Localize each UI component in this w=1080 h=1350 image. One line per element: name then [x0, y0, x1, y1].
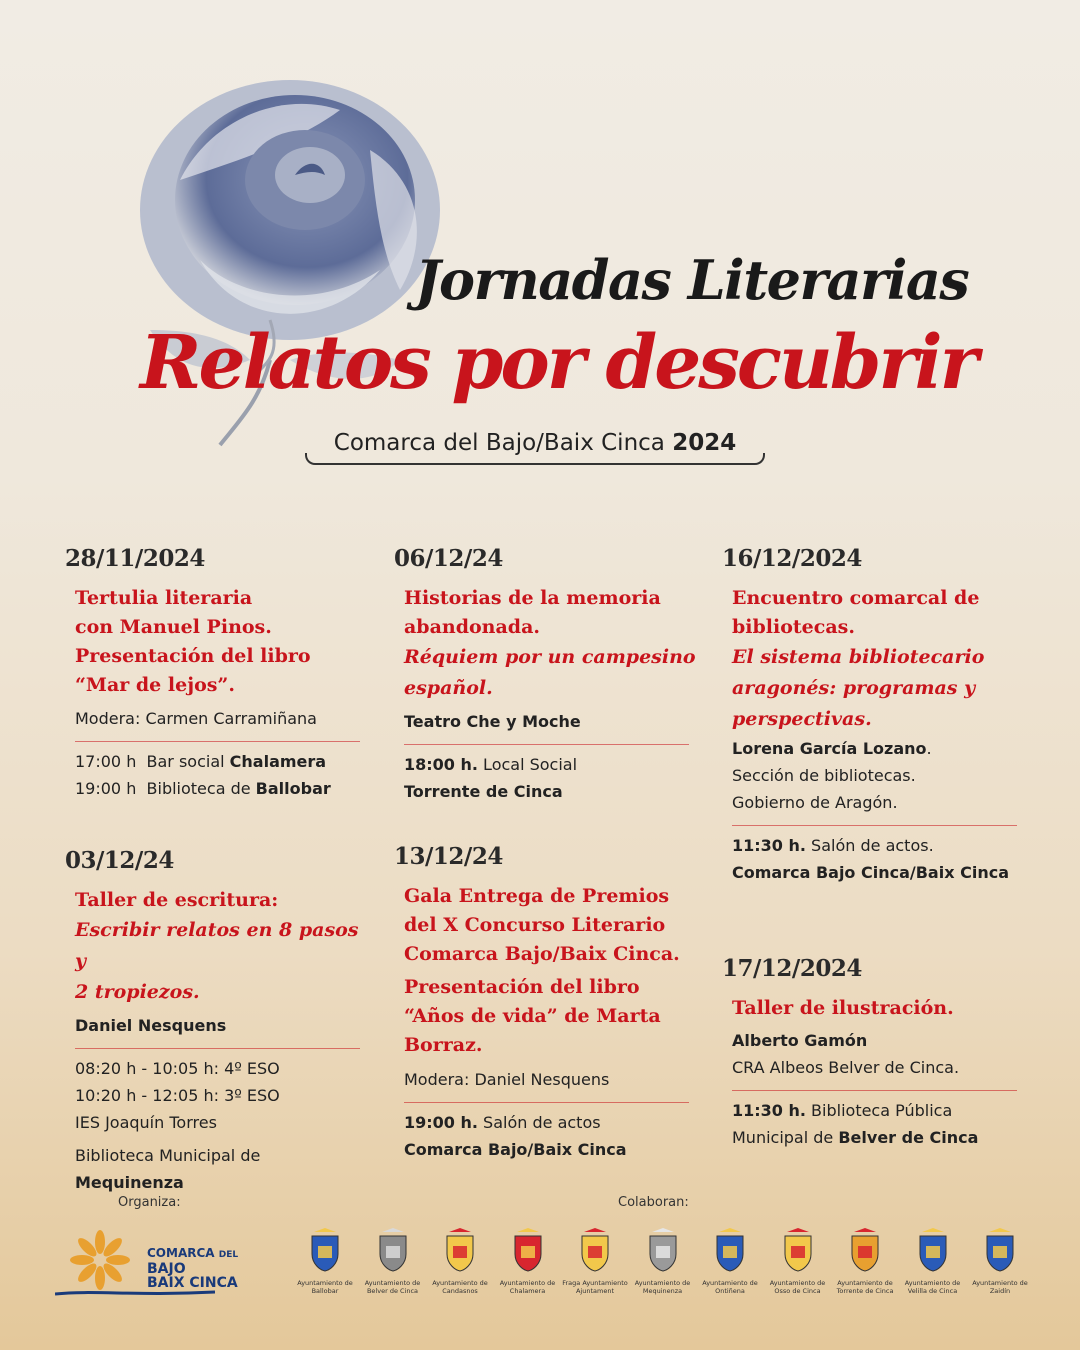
event-title: [732, 584, 1032, 642]
place: Bar social: [146, 752, 230, 771]
event-date: 03/12/24: [65, 847, 174, 874]
event-date: 06/12/24: [394, 545, 503, 572]
event-title-line: Encuentro comarcal de: [732, 587, 980, 609]
collaborator-name: Ayuntamiento de Ontiñena: [702, 1279, 758, 1295]
schedule-line: Comarca Bajo/Baix Cinca: [404, 1140, 627, 1159]
speaker-dot: .: [926, 739, 932, 758]
crest-icon: [376, 1228, 410, 1272]
event-title-line: del X Concurso Literario: [404, 914, 666, 936]
event-date: 28/11/2024: [65, 545, 205, 572]
schedule-line: [404, 751, 704, 778]
collaborator-item: [560, 1228, 630, 1295]
collaborator-item: [358, 1228, 428, 1295]
event-date: 13/12/24: [394, 843, 503, 870]
event-date: 17/12/2024: [722, 955, 862, 982]
collaborator-name: Ayuntamiento de Ballobar: [297, 1279, 353, 1295]
subtitle-year: 2024: [672, 430, 737, 456]
time: 19:00 h.: [404, 1113, 478, 1132]
event-title: Taller de ilustración.: [732, 997, 954, 1019]
event-title-line: Gala Entrega de Premios: [404, 885, 670, 907]
event-moderator: Modera: Daniel Nesquens: [404, 1070, 610, 1089]
comarca-logo: [55, 1228, 255, 1308]
comarca-flower-icon: [55, 1228, 145, 1298]
comarca-logo-text: [147, 1246, 238, 1290]
place-bold: Ballobar: [255, 779, 331, 798]
logo-word: COMARCA: [147, 1246, 215, 1260]
event-speaker: Alberto Gamón: [732, 1031, 868, 1050]
place: Salón de actos: [477, 1113, 601, 1132]
event-title-line: abandonada.: [404, 616, 541, 638]
subtitle-bracket: [305, 453, 765, 465]
event-28-11: [65, 545, 375, 802]
time: 17:00 h: [75, 752, 137, 771]
divider: [75, 1048, 360, 1049]
event-moderator: Modera: Carmen Carramiñana: [75, 709, 317, 728]
logo-word: BAIX: [147, 1275, 185, 1291]
divider: [404, 1102, 689, 1103]
collaborator-item: [898, 1228, 968, 1295]
schedule-line: [75, 748, 375, 775]
crest-icon: [848, 1228, 882, 1272]
event-speaker: Teatro Che y Moche: [404, 712, 581, 731]
event-speaker: Daniel Nesquens: [75, 1016, 227, 1035]
collaborator-name: Ayuntamiento de Chalamera: [499, 1279, 556, 1295]
collaborator-name: Ayuntamiento de Osso de Cinca: [769, 1279, 826, 1295]
event-title: [404, 584, 704, 642]
collaborator-item: [628, 1228, 698, 1295]
subtitle: [305, 425, 765, 465]
schedule-line: 08:20 h - 10:05 h: 4º ESO: [75, 1059, 280, 1078]
collaborator-item: [763, 1228, 833, 1295]
schedule-line: [732, 832, 1032, 859]
event-speaker: [732, 735, 1032, 762]
event-title: [75, 584, 375, 700]
schedule-line: [75, 775, 375, 802]
event-subtitle-line: aragonés: programas y: [732, 677, 976, 699]
divider: [404, 744, 689, 745]
collaborator-item: [695, 1228, 765, 1295]
event-title-line: con Manuel Pinos.: [75, 616, 272, 638]
event-title-line: Comarca Bajo/Baix Cinca.: [404, 943, 680, 965]
divider: [75, 741, 360, 742]
logo-word: BAJO: [147, 1261, 186, 1277]
event-title-line: Tertulia literaria: [75, 587, 253, 609]
event-title-line: Presentación del libro: [75, 645, 311, 667]
collaborator-item: [290, 1228, 360, 1295]
event-subtitle-line: El sistema bibliotecario: [732, 646, 985, 668]
event-17-12: [722, 955, 1032, 1151]
schedule-line: Torrente de Cinca: [404, 782, 563, 801]
collaborator-name: Ayuntamiento de Velilla de Cinca: [904, 1279, 961, 1295]
colaboran-label: Colaboran:: [618, 1195, 689, 1210]
event-title-line: Presentación del libro: [404, 976, 640, 998]
speaker-info: CRA Albeos Belver de Cinca.: [732, 1058, 960, 1077]
organiza-label: Organiza:: [118, 1195, 181, 1210]
event-subtitle: [75, 915, 375, 1008]
event-subtitle: [404, 642, 704, 704]
event-subtitle-line: 2 tropiezos.: [75, 981, 200, 1003]
schedule-line: Comarca Bajo Cinca/Baix Cinca: [732, 863, 1009, 882]
event-title-line: Borraz.: [404, 1034, 483, 1056]
time: 11:30 h.: [732, 1101, 806, 1120]
speaker-info: Sección de bibliotecas.: [732, 766, 916, 785]
place-bold: Chalamera: [229, 752, 327, 771]
event-subtitle: [732, 642, 1032, 735]
collaborator-name: Ayuntamiento de Belver de Cinca: [364, 1279, 421, 1295]
event-title-line: bibliotecas.: [732, 616, 855, 638]
event-title: Taller de escritura:: [75, 889, 279, 911]
schedule-line: [404, 1109, 704, 1136]
logo-word: CINCA: [189, 1275, 238, 1291]
title-line1: Jornadas Literarias: [415, 248, 969, 312]
event-03-12: [65, 847, 375, 1196]
crest-icon: [443, 1228, 477, 1272]
event-title-2: [404, 973, 704, 1060]
place: Local Social: [477, 755, 578, 774]
event-title-line: Historias de la memoria: [404, 587, 661, 609]
event-title: [404, 882, 704, 969]
speaker-info: Gobierno de Aragón.: [732, 793, 898, 812]
collaborator-name: Ayuntamiento de Mequinenza: [634, 1279, 691, 1295]
event-date: 16/12/2024: [722, 545, 862, 572]
divider: [732, 1090, 1017, 1091]
event-13-12: [394, 843, 704, 1163]
crest-icon: [511, 1228, 545, 1272]
time: 19:00 h: [75, 779, 137, 798]
crest-icon: [983, 1228, 1017, 1272]
place: Biblioteca Pública: [805, 1101, 953, 1120]
crest-icon: [916, 1228, 950, 1272]
crest-icon: [646, 1228, 680, 1272]
collaborator-name: Ayuntamiento de Torrente de Cinca: [836, 1279, 894, 1295]
event-title-line: “Años de vida” de Marta: [404, 1005, 661, 1027]
divider: [732, 825, 1017, 826]
collaborator-name: Fraga Ayuntamiento Ajuntament: [562, 1279, 628, 1295]
event-16-12: [722, 545, 1032, 886]
place: Salón de actos.: [805, 836, 934, 855]
event-subtitle-line: perspectivas.: [732, 708, 872, 730]
collaborator-item: [965, 1228, 1035, 1295]
place-bold: Belver de Cinca: [838, 1128, 979, 1147]
event-subtitle-line: español.: [404, 677, 493, 699]
crest-icon: [578, 1228, 612, 1272]
crest-icon: [308, 1228, 342, 1272]
subtitle-text: Comarca del Bajo/Baix Cinca: [333, 430, 673, 456]
collaborator-name: Ayuntamiento de Zaidín: [972, 1279, 1028, 1295]
place: Municipal de: [732, 1128, 839, 1147]
event-06-12: [394, 545, 704, 805]
logo-wave: [55, 1290, 215, 1296]
title-line2: Relatos por descubrir: [140, 320, 976, 406]
place: Biblioteca de: [146, 779, 256, 798]
crest-icon: [781, 1228, 815, 1272]
event-title-line: “Mar de lejos”.: [75, 674, 235, 696]
schedule-line: IES Joaquín Torres: [75, 1113, 217, 1132]
event-subtitle-line: Escribir relatos en 8 pasos y: [75, 919, 359, 972]
event-subtitle-line: Réquiem por un campesino: [404, 646, 696, 668]
schedule-line: [732, 1097, 1032, 1124]
collaborator-name: Ayuntamiento de Candasnos: [432, 1279, 488, 1295]
collaborator-item: [830, 1228, 900, 1295]
collaborator-item: [425, 1228, 495, 1295]
time: 11:30 h.: [732, 836, 806, 855]
schedule-line: 10:20 h - 12:05 h: 3º ESO: [75, 1086, 280, 1105]
schedule-line: Biblioteca Municipal de: [75, 1146, 261, 1165]
logo-word: DEL: [218, 1250, 239, 1260]
schedule-line: [732, 1124, 1032, 1151]
speaker-name: Lorena García Lozano: [732, 739, 927, 758]
time: 18:00 h.: [404, 755, 478, 774]
schedule-line: Mequinenza: [75, 1173, 184, 1192]
crest-icon: [713, 1228, 747, 1272]
collaborator-item: [493, 1228, 563, 1295]
